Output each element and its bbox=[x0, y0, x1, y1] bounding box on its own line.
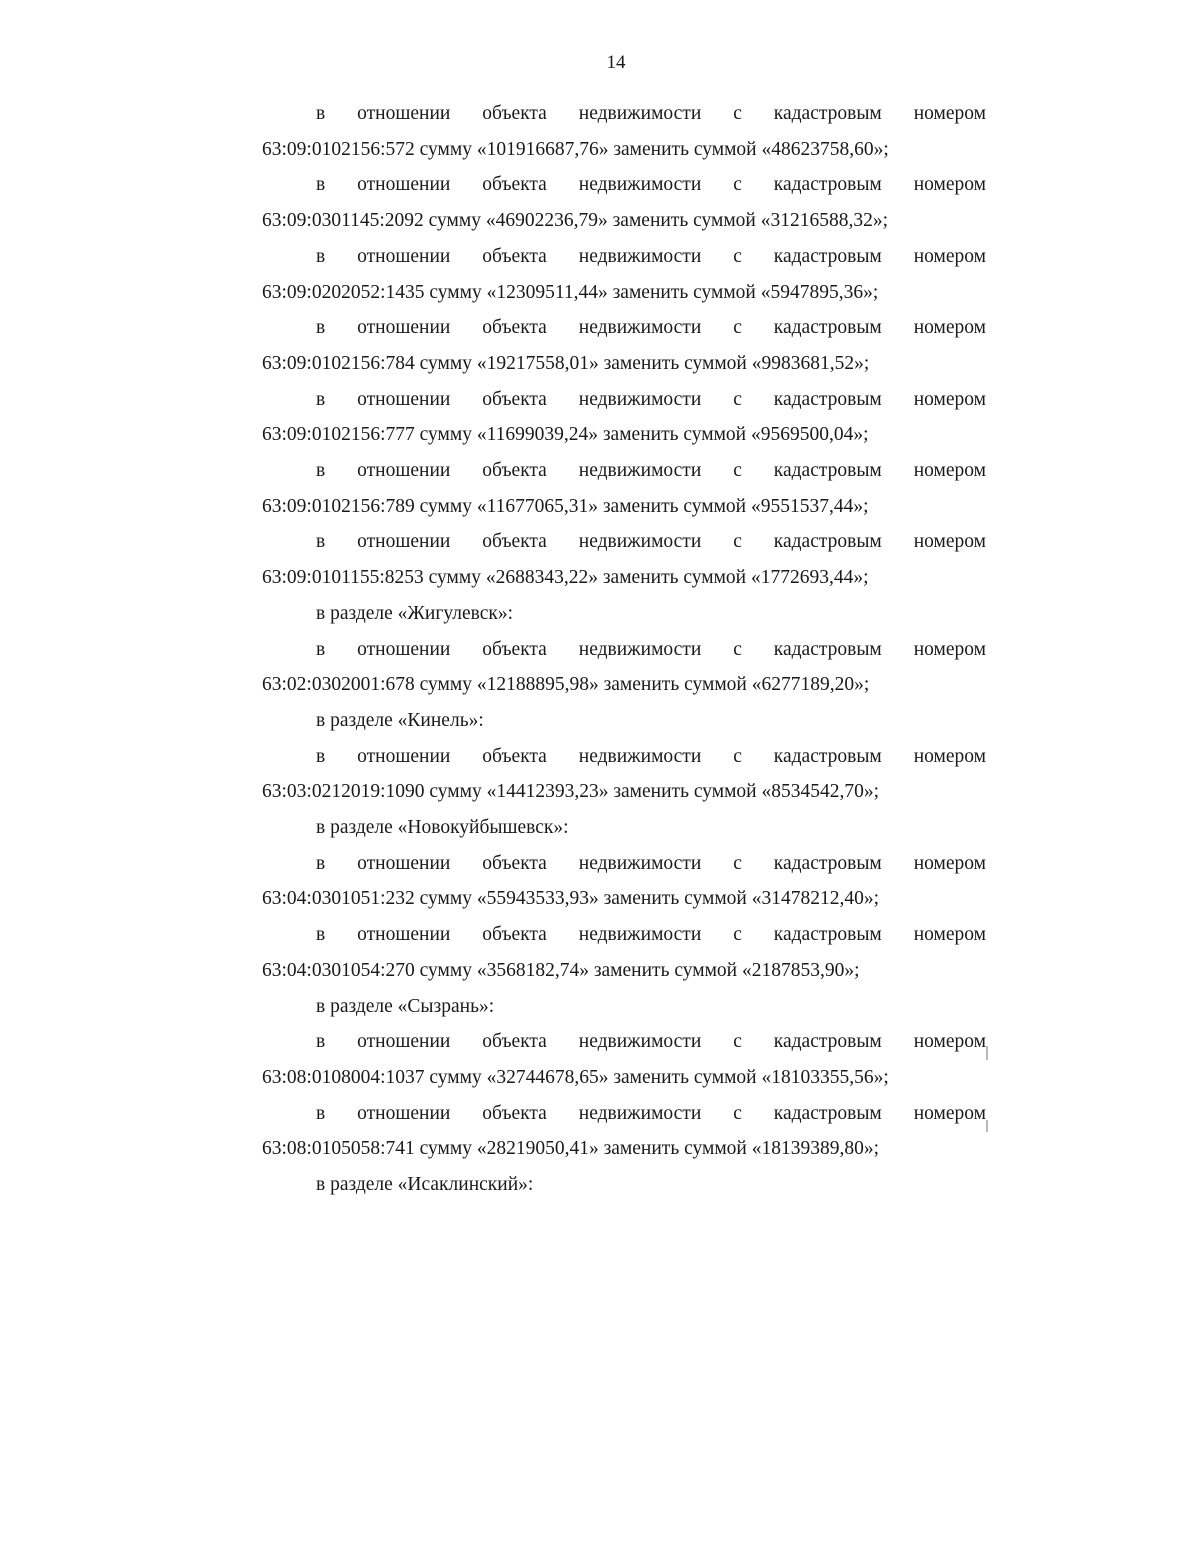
entry-amount-line: 63:03:0212019:1090 сумму «14412393,23» заменить суммой «8534542,70»; bbox=[262, 781, 880, 803]
entry-intro-line: в отношении объекта недвижимости с кадастровым номером bbox=[316, 103, 986, 124]
entry-intro-line: в отношении объекта недвижимости с кадастровым номером bbox=[316, 638, 986, 660]
amendment-entry bbox=[262, 846, 986, 917]
amendment-entry bbox=[262, 239, 986, 310]
entry-intro-line: в отношении объекта недвижимости с кадастровым номером bbox=[316, 531, 986, 553]
entry-amount-line: 63:04:0301054:270 сумму «3568182,74» заменить суммой «2187853,90»; bbox=[262, 959, 860, 981]
amendment-entry bbox=[262, 167, 986, 238]
section-heading: в разделе «Исаклинский»: bbox=[316, 1174, 534, 1196]
entry-amount-line: 63:04:0301051:232 сумму «55943533,93» заменить суммой «31478212,40»; bbox=[262, 888, 880, 910]
entry-intro-line: в отношении объекта недвижимости с кадастровым номером bbox=[316, 1102, 986, 1124]
section-heading: в разделе «Кинель»: bbox=[316, 709, 484, 731]
entry-intro-line: в отношении объекта недвижимости с кадастровым номером bbox=[316, 924, 986, 946]
entry-amount-line: 63:09:0102156:572 сумму «101916687,76» заменить суммой «48623758,60»; bbox=[262, 138, 889, 160]
entry-intro-line: в отношении объекта недвижимости с кадастровым номером bbox=[316, 388, 986, 410]
amendment-entry bbox=[262, 1096, 986, 1167]
entry-intro-line: в отношении объекта недвижимости с кадастровым номером bbox=[316, 460, 986, 482]
entry-intro-line: в отношении объекта недвижимости с кадастровым номером bbox=[316, 1031, 986, 1053]
entry-amount-line: 63:09:0102156:789 сумму «11677065,31» заменить суммой «9551537,44»; bbox=[262, 495, 869, 517]
entry-amount-line: 63:08:0108004:1037 сумму «32744678,65» заменить суммой «18103355,56»; bbox=[262, 1066, 889, 1088]
amendment-entry bbox=[262, 917, 986, 988]
amendment-entry bbox=[262, 739, 986, 810]
entry-amount-line: 63:09:0102156:777 сумму «11699039,24» заменить суммой «9569500,04»; bbox=[262, 424, 869, 446]
scan-margin-mark bbox=[986, 1120, 988, 1132]
entry-intro-line: в отношении объекта недвижимости с кадастровым номером bbox=[316, 317, 986, 339]
amendment-entry bbox=[262, 453, 986, 524]
entry-amount-line: 63:09:0202052:1435 сумму «12309511,44» заменить суммой «5947895,36»; bbox=[262, 281, 879, 303]
entry-amount-line: 63:09:0101155:8253 сумму «2688343,22» заменить суммой «1772693,44»; bbox=[262, 567, 869, 589]
page-number: 14 bbox=[606, 52, 626, 73]
amendment-entry bbox=[262, 382, 986, 453]
document-body bbox=[262, 96, 986, 1203]
amendment-entry bbox=[262, 524, 986, 595]
entry-amount-line: 63:09:0102156:784 сумму «19217558,01» заменить суммой «9983681,52»; bbox=[262, 352, 870, 374]
amendment-entry bbox=[262, 96, 986, 167]
section-heading: в разделе «Новокуйбышевск»: bbox=[316, 817, 569, 839]
entry-intro-line: в отношении объекта недвижимости с кадастровым номером bbox=[316, 245, 986, 267]
amendment-entry bbox=[262, 310, 986, 381]
amendment-entry bbox=[262, 1024, 986, 1095]
entry-intro-line: в отношении объекта недвижимости с кадастровым номером bbox=[316, 852, 986, 874]
section-heading: в разделе «Жигулевск»: bbox=[316, 602, 513, 624]
entry-amount-line: 63:02:0302001:678 сумму «12188895,98» заменить суммой «6277189,20»; bbox=[262, 674, 870, 696]
entry-intro-line: в отношении объекта недвижимости с кадастровым номером bbox=[316, 174, 986, 196]
section-heading: в разделе «Сызрань»: bbox=[316, 995, 495, 1017]
entry-amount-line: 63:08:0105058:741 сумму «28219050,41» заменить суммой «18139389,80»; bbox=[262, 1138, 880, 1160]
scan-margin-mark bbox=[986, 1046, 988, 1060]
entry-intro-line: в отношении объекта недвижимости с кадастровым номером bbox=[316, 745, 986, 767]
amendment-entry bbox=[262, 632, 986, 703]
entry-amount-line: 63:09:0301145:2092 сумму «46902236,79» заменить суммой «31216588,32»; bbox=[262, 210, 889, 232]
